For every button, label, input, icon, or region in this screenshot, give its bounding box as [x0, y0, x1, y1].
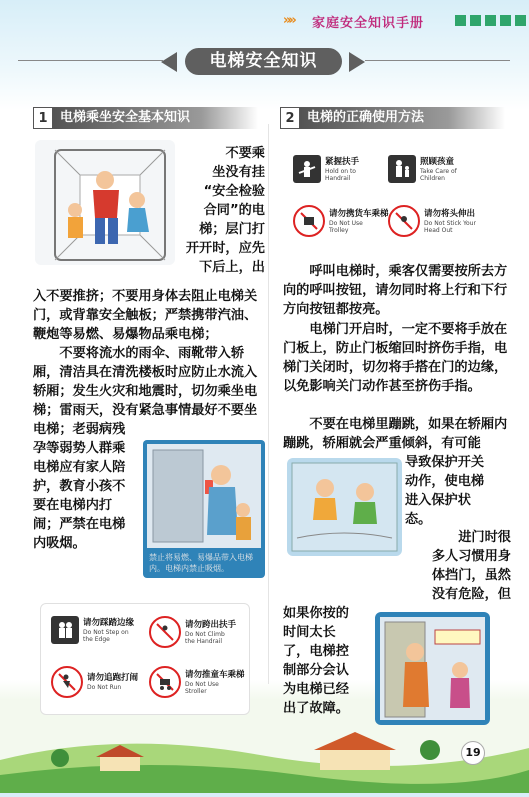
banner-line-left [18, 60, 163, 61]
banner-left-triangle [161, 52, 177, 72]
sign-no-run: 请勿追跑打闹 Do Not Run [51, 666, 138, 698]
right-signs-panel [285, 145, 485, 250]
sign-no-stroller: 请勿推童车乘梯 Do Not Use Stroller [149, 666, 245, 698]
sign-no-climb-handrail: 请勿跨出扶手 Do Not Climb the Handrail [149, 616, 236, 648]
right-paragraph-3: 不要在电梯里蹦跳，如果在轿厢内蹦跳，轿厢就会严重倾斜，有可能 [283, 417, 508, 451]
right-paragraph-3-wrap: 导致保护开关 动作，使电梯 进入保护状 态。 [405, 455, 485, 527]
section-2-number: 2 [280, 107, 300, 129]
jumping-illustration [287, 458, 402, 556]
children-icon [388, 155, 416, 183]
right-paragraph-4-bottom: 如果你按的 时间太长 了，电梯控 制部分会认 为电梯已经 出了故障。 [283, 606, 349, 716]
sign-no-head-out: 请勿将头伸出 Do Not Stick Your Head Out [388, 205, 476, 237]
banner-right-triangle [349, 52, 365, 72]
section-1-title: 电梯乘坐安全基本知识 [60, 110, 191, 125]
illustration-caption: 禁止将易燃、易爆品带入电梯内。电梯内禁止吸烟。 [149, 553, 253, 573]
header-title: 家庭安全知识手册 [312, 16, 425, 31]
no-run-icon [51, 666, 83, 698]
step-edge-icon [51, 616, 79, 644]
right-paragraph-1: 呼叫电梯时，乘客仅需要按所去方向的呼叫按钮，请勿同时将上行和下行方向按钮都按亮。 [283, 264, 508, 317]
section-2-title: 电梯的正确使用方法 [307, 110, 425, 125]
left-paragraph-2: 不要将流水的雨伞、雨靴带入轿厢，清洁具在清洗楼板时应防止水流入轿厢；发生火灾和地震时，切勿乘坐电梯；雷雨天，没有紧急事情最好不要坐 [33, 346, 258, 418]
no-stroller-icon [149, 666, 181, 698]
elevator-pushing-illustration [35, 140, 175, 265]
section-1-header [33, 107, 258, 129]
sign-care-children: 照顾孩童 Take Care of Children [388, 155, 472, 183]
sign-hold-handrail: 紧握扶手 Hold on to Handrail [293, 155, 375, 183]
banner-title: 电梯安全知识 [185, 48, 342, 75]
page-number: 19 [461, 741, 485, 765]
no-smoking-illustration [143, 440, 265, 578]
sign-no-step-edge: 请勿踩踏边缘 Do Not Step on the Edge [51, 616, 134, 644]
banner-line-right [365, 60, 510, 61]
section-2-header [280, 107, 505, 129]
left-wrap-text: 不要乘 坐没有挂 “安全检验 合同”的电 梯；层门打 开开时，应先 下后上，出 [185, 146, 265, 275]
left-paragraph-1: 入不要推挤；不要用身体去阻止电梯关门，或背靠安全触板；严禁携带汽油、鞭炮等易燃、易爆物品乘电梯； [33, 289, 258, 342]
right-paragraph-4: 进门时很 多人习惯用身 体挡门，虽然 没有危险，但 [431, 530, 511, 602]
header-arrows: »» [283, 13, 294, 28]
no-climb-icon [149, 616, 181, 648]
handrail-icon [293, 155, 321, 183]
sign-no-trolley: 请勿携货车乘梯 Do Not Use Trolley [293, 205, 389, 237]
door-blocking-illustration [375, 612, 490, 725]
left-paragraph-2-wrap: 电梯；老弱病残 孕等弱势人群乘 电梯应有家人陪 护，教育小孩不 要在电梯内打 闹；严禁在电梯 内吸烟。 [33, 422, 126, 551]
no-head-out-icon [388, 205, 420, 237]
right-paragraph-2: 电梯门开启时，一定不要将手放在门板上，防止门板缩回时挤伤手指，电梯门关闭时，切勿将手搭在门的边缘，以免影响关门动作甚至挤伤手指。 [283, 322, 508, 394]
footer-scenery [0, 720, 529, 793]
left-signs-panel [40, 603, 250, 715]
section-1-number: 1 [33, 107, 53, 129]
column-separator [268, 124, 269, 684]
header-squares [455, 15, 526, 26]
no-trolley-icon [293, 205, 325, 237]
